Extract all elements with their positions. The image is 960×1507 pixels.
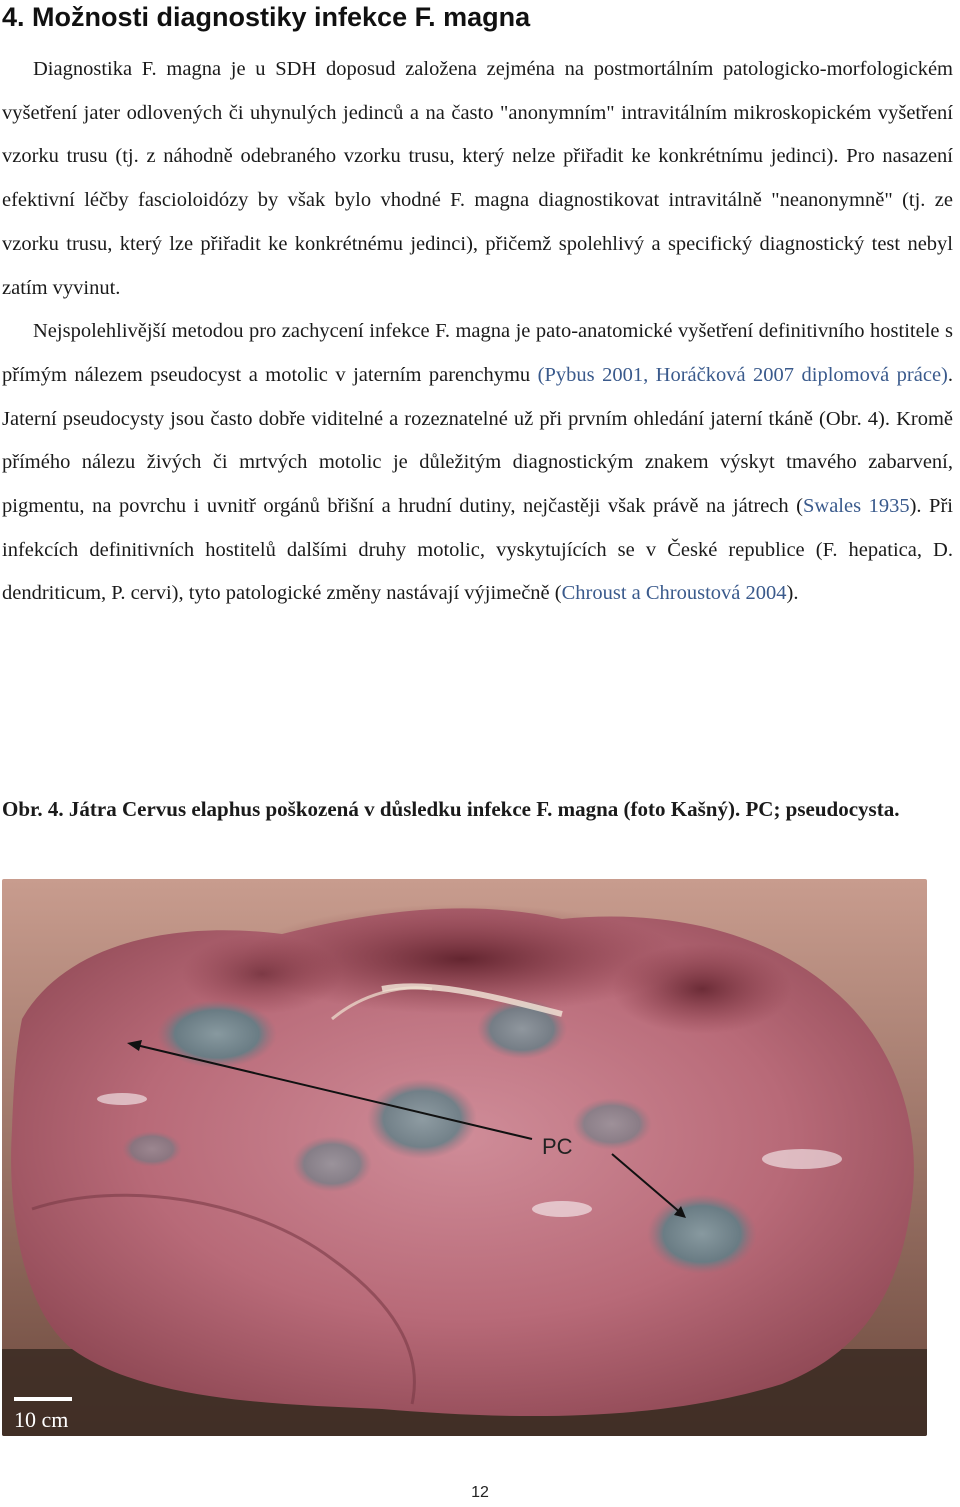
paragraph-pathology xyxy=(2,310,953,616)
label-pc: PC xyxy=(542,1134,573,1159)
pseudocyst xyxy=(292,1136,372,1192)
pseudocyst xyxy=(477,999,567,1059)
pseudocyst xyxy=(572,1098,652,1150)
citation-pybus: (Pybus 2001, Horáčková 2007 diplomová práce) xyxy=(537,363,948,386)
liver-photo xyxy=(2,879,927,1436)
damaged-tissue-area xyxy=(612,944,792,1034)
figure-caption: Obr. 4. Játra Cervus elaphus poškozená v důsledku infekce F. magna (foto Kašný). PC; pseudocysta. xyxy=(2,797,900,821)
pseudocyst xyxy=(647,1194,757,1274)
page-number: 12 xyxy=(471,1484,489,1501)
paragraph-text: Nejspolehlivější metodou pro zachycení infekce F. magna je pato-anatomické vyšetření definitivního hostitele s přímým nálezem pseudocyst a motolic v jaterním parenchymu xyxy=(2,320,953,386)
pseudocyst xyxy=(367,1079,477,1159)
pseudocyst xyxy=(157,1000,277,1068)
paragraph-text: ). Při infekcích definitivních hostitelů dalšími druhy motolic, vyskytujících se v České republice (F. hepatica, D. dendriticum, P. cervi), tyto patologické změny nastávají výjimečně ( xyxy=(2,495,953,605)
pseudocyst xyxy=(122,1131,182,1167)
paragraph-diagnostics: Diagnostika F. magna je u SDH doposud založena zejména na postmortálním patologicko-morfologickém vyšetření jater odlovených či uhynulých jedinců a na často "anonymním" intravitálním mikroskopickém vyšetření vzorku trusu (tj. z náhodně odebraného vzorku trusu, který nelze přiřadit ke konkrétnímu jedinci). Pro nasazení efektivní léčby fascioloidózy by však bylo vhodné F. magna diagnostikovat intravitálně "neanonymně" (tj. ze vzorku trusu, který lze přiřadit ke konkrétnému jedinci), přičemž spolehlivý a specifický diagnostický test nebyl zatím vyvinut. xyxy=(2,58,953,299)
body-text xyxy=(2,48,953,616)
label-scale: 10 cm xyxy=(14,1407,69,1432)
citation-chroust: Chroust a Chroustová 2004 xyxy=(561,582,787,605)
section-heading: 4. Možnosti diagnostiky infekce F. magna xyxy=(2,2,531,32)
liver-photo-illustration xyxy=(2,879,927,1436)
citation-swales: Swales 1935 xyxy=(803,495,910,518)
paragraph-text: . Jaterní pseudocysty jsou často dobře viditelné a rozeznatelné už při prvním ohledání jaterní tkáně (Obr. 4). Kromě přímého nálezu živých či mrtvých motolic je důležitým diagnostickým znakem výskyt tmavého zabarvení, pigmentu, na povrchu i uvnitř orgánů břišní a hrudní dutiny, nejčastěji však právě na játrech ( xyxy=(2,363,953,518)
paragraph-text: ). xyxy=(786,582,799,605)
